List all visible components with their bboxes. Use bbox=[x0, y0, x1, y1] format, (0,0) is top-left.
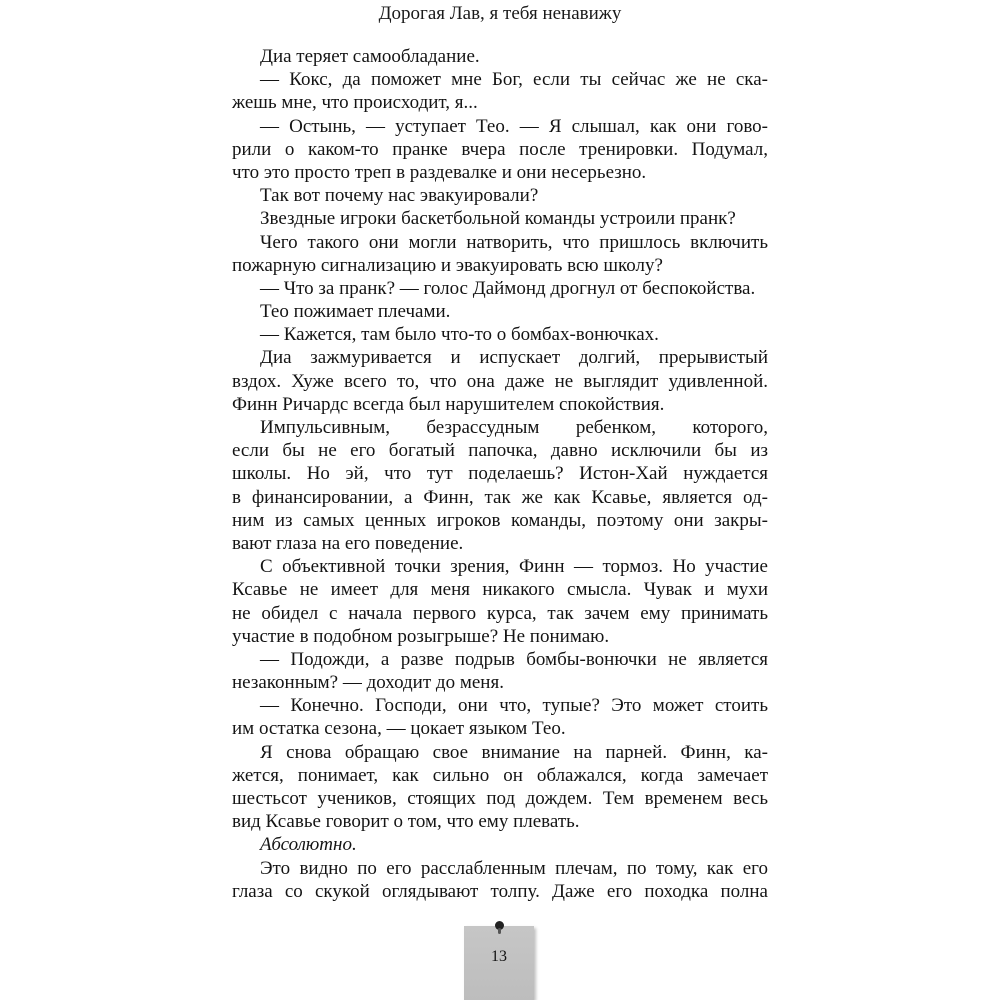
text-line: незаконным? — доходит до меня. bbox=[232, 672, 504, 694]
text-line: — Что за пранк? — голос Даймонд дрогнул от беспокойства. bbox=[260, 277, 756, 299]
text-line: вздох. Хуже всего то, что она даже не выглядит удивленной. bbox=[232, 370, 768, 392]
text-line: Финн Ричардс всегда был нарушителем спокойствия. bbox=[232, 393, 665, 415]
text-line: Ксавье не имеет для меня никакого смысла. Чувак и мухи bbox=[232, 579, 768, 601]
text-line: шестьсот учеников, стоящих под дождем. Тем временем весь bbox=[232, 788, 768, 809]
body-text bbox=[232, 45, 768, 903]
text-line: рили о каком-то пранке вчера после тренировки. Подумал, bbox=[232, 138, 768, 160]
text-line: глаза со скукой оглядывают толпу. Даже его походка полна bbox=[232, 880, 768, 902]
text-line: Чего такого они могли натворить, что пришлось включить bbox=[260, 231, 768, 253]
text-line: С объективной точки зрения, Финн — тормоз. Но участие bbox=[260, 556, 768, 578]
text-line: Я снова обращаю свое внимание на парней. Финн, ка- bbox=[260, 741, 768, 763]
text-line: участие в подобном розыгрыше? Не понимаю. bbox=[232, 625, 610, 647]
page-number: 13 bbox=[491, 948, 507, 965]
pin-needle-icon bbox=[498, 928, 501, 934]
text-line: Звездные игроки баскетбольной команды устроили пранк? bbox=[260, 208, 736, 230]
text-line: в финансировании, а Финн, так же как Ксавье, является од- bbox=[232, 486, 768, 508]
text-line: — Остынь, — уступает Тео. — Я слышал, как они гово- bbox=[260, 115, 768, 137]
text-line: вают глаза на его поведение. bbox=[232, 532, 464, 554]
text-line: — Конечно. Господи, они что, тупые? Это может стоить bbox=[260, 695, 768, 717]
text-line: им остатка сезона, — цокает языком Тео. bbox=[232, 718, 566, 740]
text-line: Диа теряет самообладание. bbox=[260, 46, 480, 67]
text-line: школы. Но эй, что тут поделаешь? Истон-Хай нуждается bbox=[232, 463, 768, 485]
text-line: вид Ксавье говорит о том, что ему плевать. bbox=[232, 811, 580, 833]
text-line: — Кажется, там было что-то о бомбах-вонючках. bbox=[260, 324, 659, 346]
text-line: Диа зажмуривается и испускает долгий, прерывистый bbox=[260, 347, 768, 369]
text-line: жется, понимает, как сильно он облажался, когда замечает bbox=[232, 764, 768, 786]
text-line: жешь мне, что происходит, я... bbox=[232, 92, 478, 114]
text-line: — Кокс, да поможет мне Бог, если ты сейчас же не ска- bbox=[260, 69, 768, 91]
text-line: Тео пожимает плечами. bbox=[260, 301, 451, 323]
page-number-tab bbox=[464, 926, 534, 1000]
text-line: Это видно по его расслабленным плечам, по тому, как его bbox=[260, 857, 768, 879]
text-line: если бы не его богатый папочка, давно исключили бы из bbox=[232, 440, 768, 462]
text-line: Так вот почему нас эвакуировали? bbox=[260, 185, 539, 207]
running-header-title: Дорогая Лав, я тебя ненавижу bbox=[378, 3, 622, 24]
text-line: Импульсивным, безрассудным ребенком, которого, bbox=[260, 417, 768, 438]
text-line: не обидел с начала первого курса, так зачем ему принимать bbox=[232, 602, 768, 624]
text-line: Абсолютно. bbox=[260, 834, 357, 856]
text-line: пожарную сигнализацию и эвакуировать всю школу? bbox=[232, 254, 663, 276]
text-line: что это просто треп в раздевалке и они несерьезно. bbox=[232, 161, 647, 183]
text-line: — Подожди, а разве подрыв бомбы-вонючки не является bbox=[260, 648, 768, 670]
text-line: ним из самых ценных игроков команды, поэтому они закры- bbox=[232, 509, 768, 531]
